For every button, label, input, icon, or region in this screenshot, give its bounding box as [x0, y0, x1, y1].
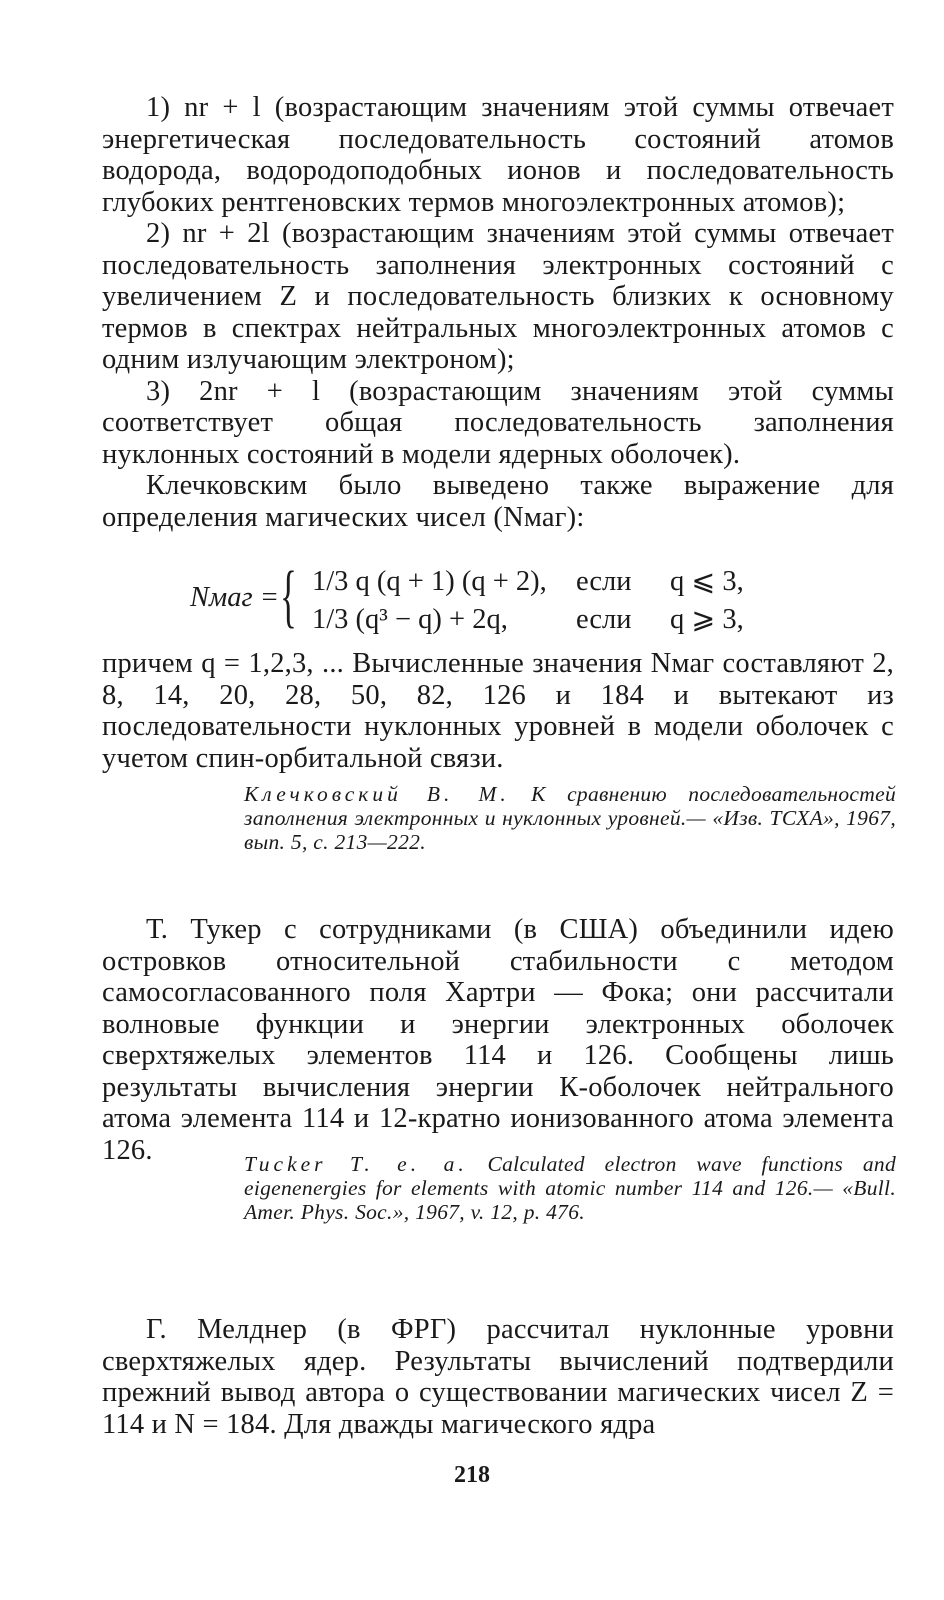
case-2-expression: 1/3 (q³ − q) + 2q, — [312, 604, 508, 635]
tucker-paragraph: Т. Тукер с сотрудниками (в США) объединили идею островков относительной стабильности с методом самосогласованного поля Хартри — Фока; они рассчитали волновые функции и энергии электронных оболочек сверхтяжелых элементов 114 и 126. Сообщены лишь результаты вычисления энергии К-оболочек нейтрального атома элемента 114 и 12-кратно ионизованного атома элемента 126. — [102, 914, 894, 1166]
formula-lhs: Nмаг = — [190, 582, 279, 613]
magic-number-formula — [190, 558, 810, 638]
klechkovsky-intro: Клечковским было выведено также выражение для определения магических чисел (Nмаг): — [102, 470, 894, 533]
tucker-section — [102, 914, 894, 1166]
list-item-3: 3) 2nr + l (возрастающим значениям этой суммы соответствует общая последовательность заполнения нуклонных состояний в модели ядерных оболочек). — [102, 375, 894, 470]
klechkovsky-after-formula: причем q = 1,2,3, ... Вычисленные значения Nмаг составляют 2, 8, 14, 20, 28, 50, 82, 126 и 184 и вытекают из последовательности нуклонных уровней в модели оболочек с учетом спин-орбитальной связи. — [102, 648, 894, 774]
formula-case-1 — [312, 564, 744, 598]
page-number: 218 — [454, 1462, 490, 1488]
reference-klechkovsky — [244, 782, 896, 854]
list-item-2: 2) nr + 2l (возрастающим значениям этой суммы отвечает последовательность заполнения электронных состояний с увеличением Z и последовательность близких к основному термов в спектрах нейтральных многоэлектронных атомов с одним излучающим электроном); — [102, 218, 894, 375]
formula-case-2 — [312, 602, 744, 636]
left-brace-icon: { — [280, 558, 297, 635]
reference-2-author: Tucker T. e. a. — [244, 1152, 468, 1176]
klechkovsky-conclusion — [102, 648, 894, 774]
list-item-1: 1) nr + l (возрастающим значениям этой суммы отвечает энергетическая последовательность состояний атомов водорода, водородоподобных ионов и последовательность глубоких рентгеновских термов многоэлектронных атомов); — [102, 92, 894, 218]
case-1-if: если — [576, 566, 632, 597]
reference-tucker — [244, 1152, 896, 1224]
meldner-section — [102, 1314, 894, 1440]
reference-2-title: Calculated electron wave functions and eigenenergies for elements with atomic number 114 and 126.— «Bull. Amer. Phys. Soc.», 1967, v. 12, p. 476. — [244, 1152, 896, 1224]
case-2-condition: q ⩾ 3, — [670, 604, 744, 635]
reference-1-title: К сравнению последовательностей заполнения электронных и нуклонных уровней.— «Изв. ТСХА», 1967, вып. 5, с. 213—222. — [244, 782, 896, 854]
enumerated-list — [102, 92, 894, 533]
case-1-condition: q ⩽ 3, — [670, 566, 744, 597]
case-2-if: если — [576, 604, 632, 635]
reference-1-author: Клечковский В. М. — [244, 782, 510, 806]
case-1-expression: 1/3 q (q + 1) (q + 2), — [312, 566, 547, 597]
meldner-paragraph: Г. Мелднер (в ФРГ) рассчитал нуклонные уровни сверхтяжелых ядер. Результаты вычислений подтвердили прежний вывод автора о существовании магических чисел Z = 114 и N = 184. Для дважды магического ядра — [102, 1314, 894, 1440]
